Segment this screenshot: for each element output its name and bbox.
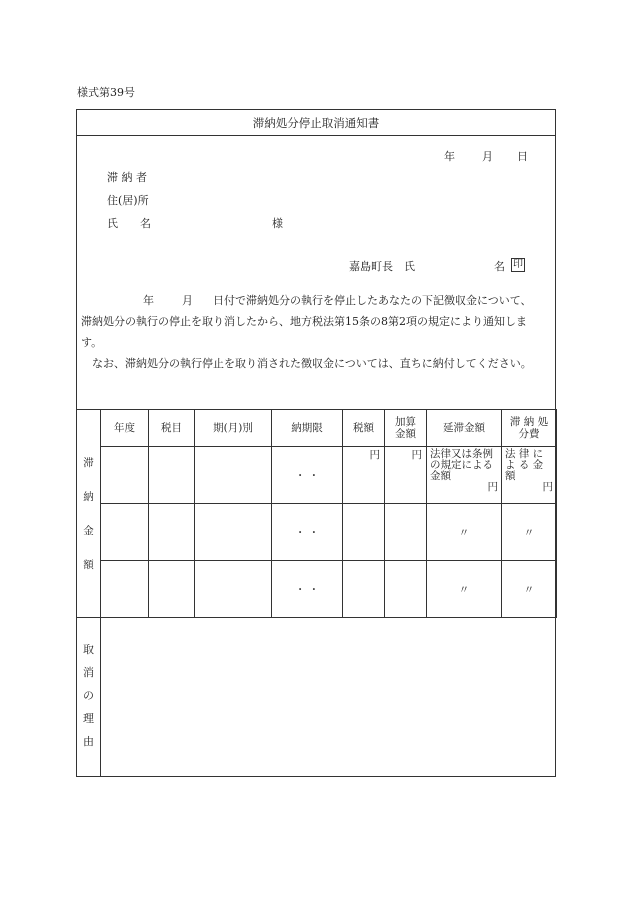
reason-label: 取 消 の 理 由	[77, 614, 101, 776]
issuer-title: 嘉島町長 氏	[349, 260, 415, 273]
delinquent-amount-table	[76, 409, 557, 618]
honorific: 様	[272, 217, 283, 230]
name-label: 氏 名	[107, 217, 151, 230]
cell-tax-item	[149, 447, 195, 504]
cell-tax-amount	[343, 504, 385, 561]
delinquent-label: 滞 納 者	[107, 171, 147, 184]
cell-additional-tax: 円	[385, 447, 427, 504]
cancellation-reason-box	[76, 614, 556, 777]
table-row	[77, 447, 557, 504]
cell-period	[195, 504, 272, 561]
cell-delinquency-charge: 〃	[427, 561, 502, 618]
header-tax-amount: 税額	[343, 410, 385, 447]
header-delinquency-charge: 延滞金額	[427, 410, 502, 447]
cell-processing-fee: 法 律 に よ る 金 額 円	[502, 447, 557, 504]
cell-due-date: ・ ・	[272, 561, 343, 618]
body-line-3: す。	[81, 336, 103, 349]
date-month: 月	[482, 150, 493, 163]
header-tax-item: 税目	[149, 410, 195, 447]
cell-fiscal-year	[101, 447, 149, 504]
cell-due-date: ・ ・	[272, 447, 343, 504]
seal-mark: 印	[513, 259, 523, 270]
issuer-name-char: 名	[494, 260, 505, 273]
cell-additional-tax	[385, 504, 427, 561]
cell-delinquency-charge: 法律又は条例の規定による金額 円	[427, 447, 502, 504]
address-label: 住(居)所	[107, 194, 149, 207]
header-period: 期(月)別	[195, 410, 272, 447]
cell-processing-fee: 〃	[502, 561, 557, 618]
cell-delinquency-charge: 〃	[427, 504, 502, 561]
amount-side-label: 滞 納 金 額	[77, 410, 101, 618]
body-line-2: 滞納処分の執行の停止を取り消したから、地方税法第15条の8第2項の規定により通知しま	[81, 315, 527, 328]
cell-due-date: ・ ・	[272, 504, 343, 561]
date-year: 年	[444, 150, 455, 163]
document-title: 滞納処分停止取消通知書	[77, 110, 555, 136]
date-day: 日	[517, 150, 528, 163]
cell-processing-fee: 〃	[502, 504, 557, 561]
header-processing-fee: 滞 納 処分費	[502, 410, 557, 447]
form-number: 様式第39号	[77, 86, 135, 99]
cell-tax-item	[149, 504, 195, 561]
cell-period	[195, 561, 272, 618]
cell-tax-amount	[343, 561, 385, 618]
header-fiscal-year: 年度	[101, 410, 149, 447]
cell-fiscal-year	[101, 561, 149, 618]
header-additional-tax: 加算金額	[385, 410, 427, 447]
header-due-date: 納期限	[272, 410, 343, 447]
body-line-1: 年 月 日付で滞納処分の執行を停止したあなたの下記徴収金について、	[143, 294, 532, 307]
cell-fiscal-year	[101, 504, 149, 561]
cell-period	[195, 447, 272, 504]
cell-tax-item	[149, 561, 195, 618]
body-line-4: なお、滞納処分の執行停止を取り消された徴収金については、直ちに納付してください。	[92, 357, 532, 370]
notice-body	[81, 290, 553, 374]
table-row	[77, 504, 557, 561]
table-row	[77, 561, 557, 618]
cell-additional-tax	[385, 561, 427, 618]
cell-tax-amount: 円	[343, 447, 385, 504]
